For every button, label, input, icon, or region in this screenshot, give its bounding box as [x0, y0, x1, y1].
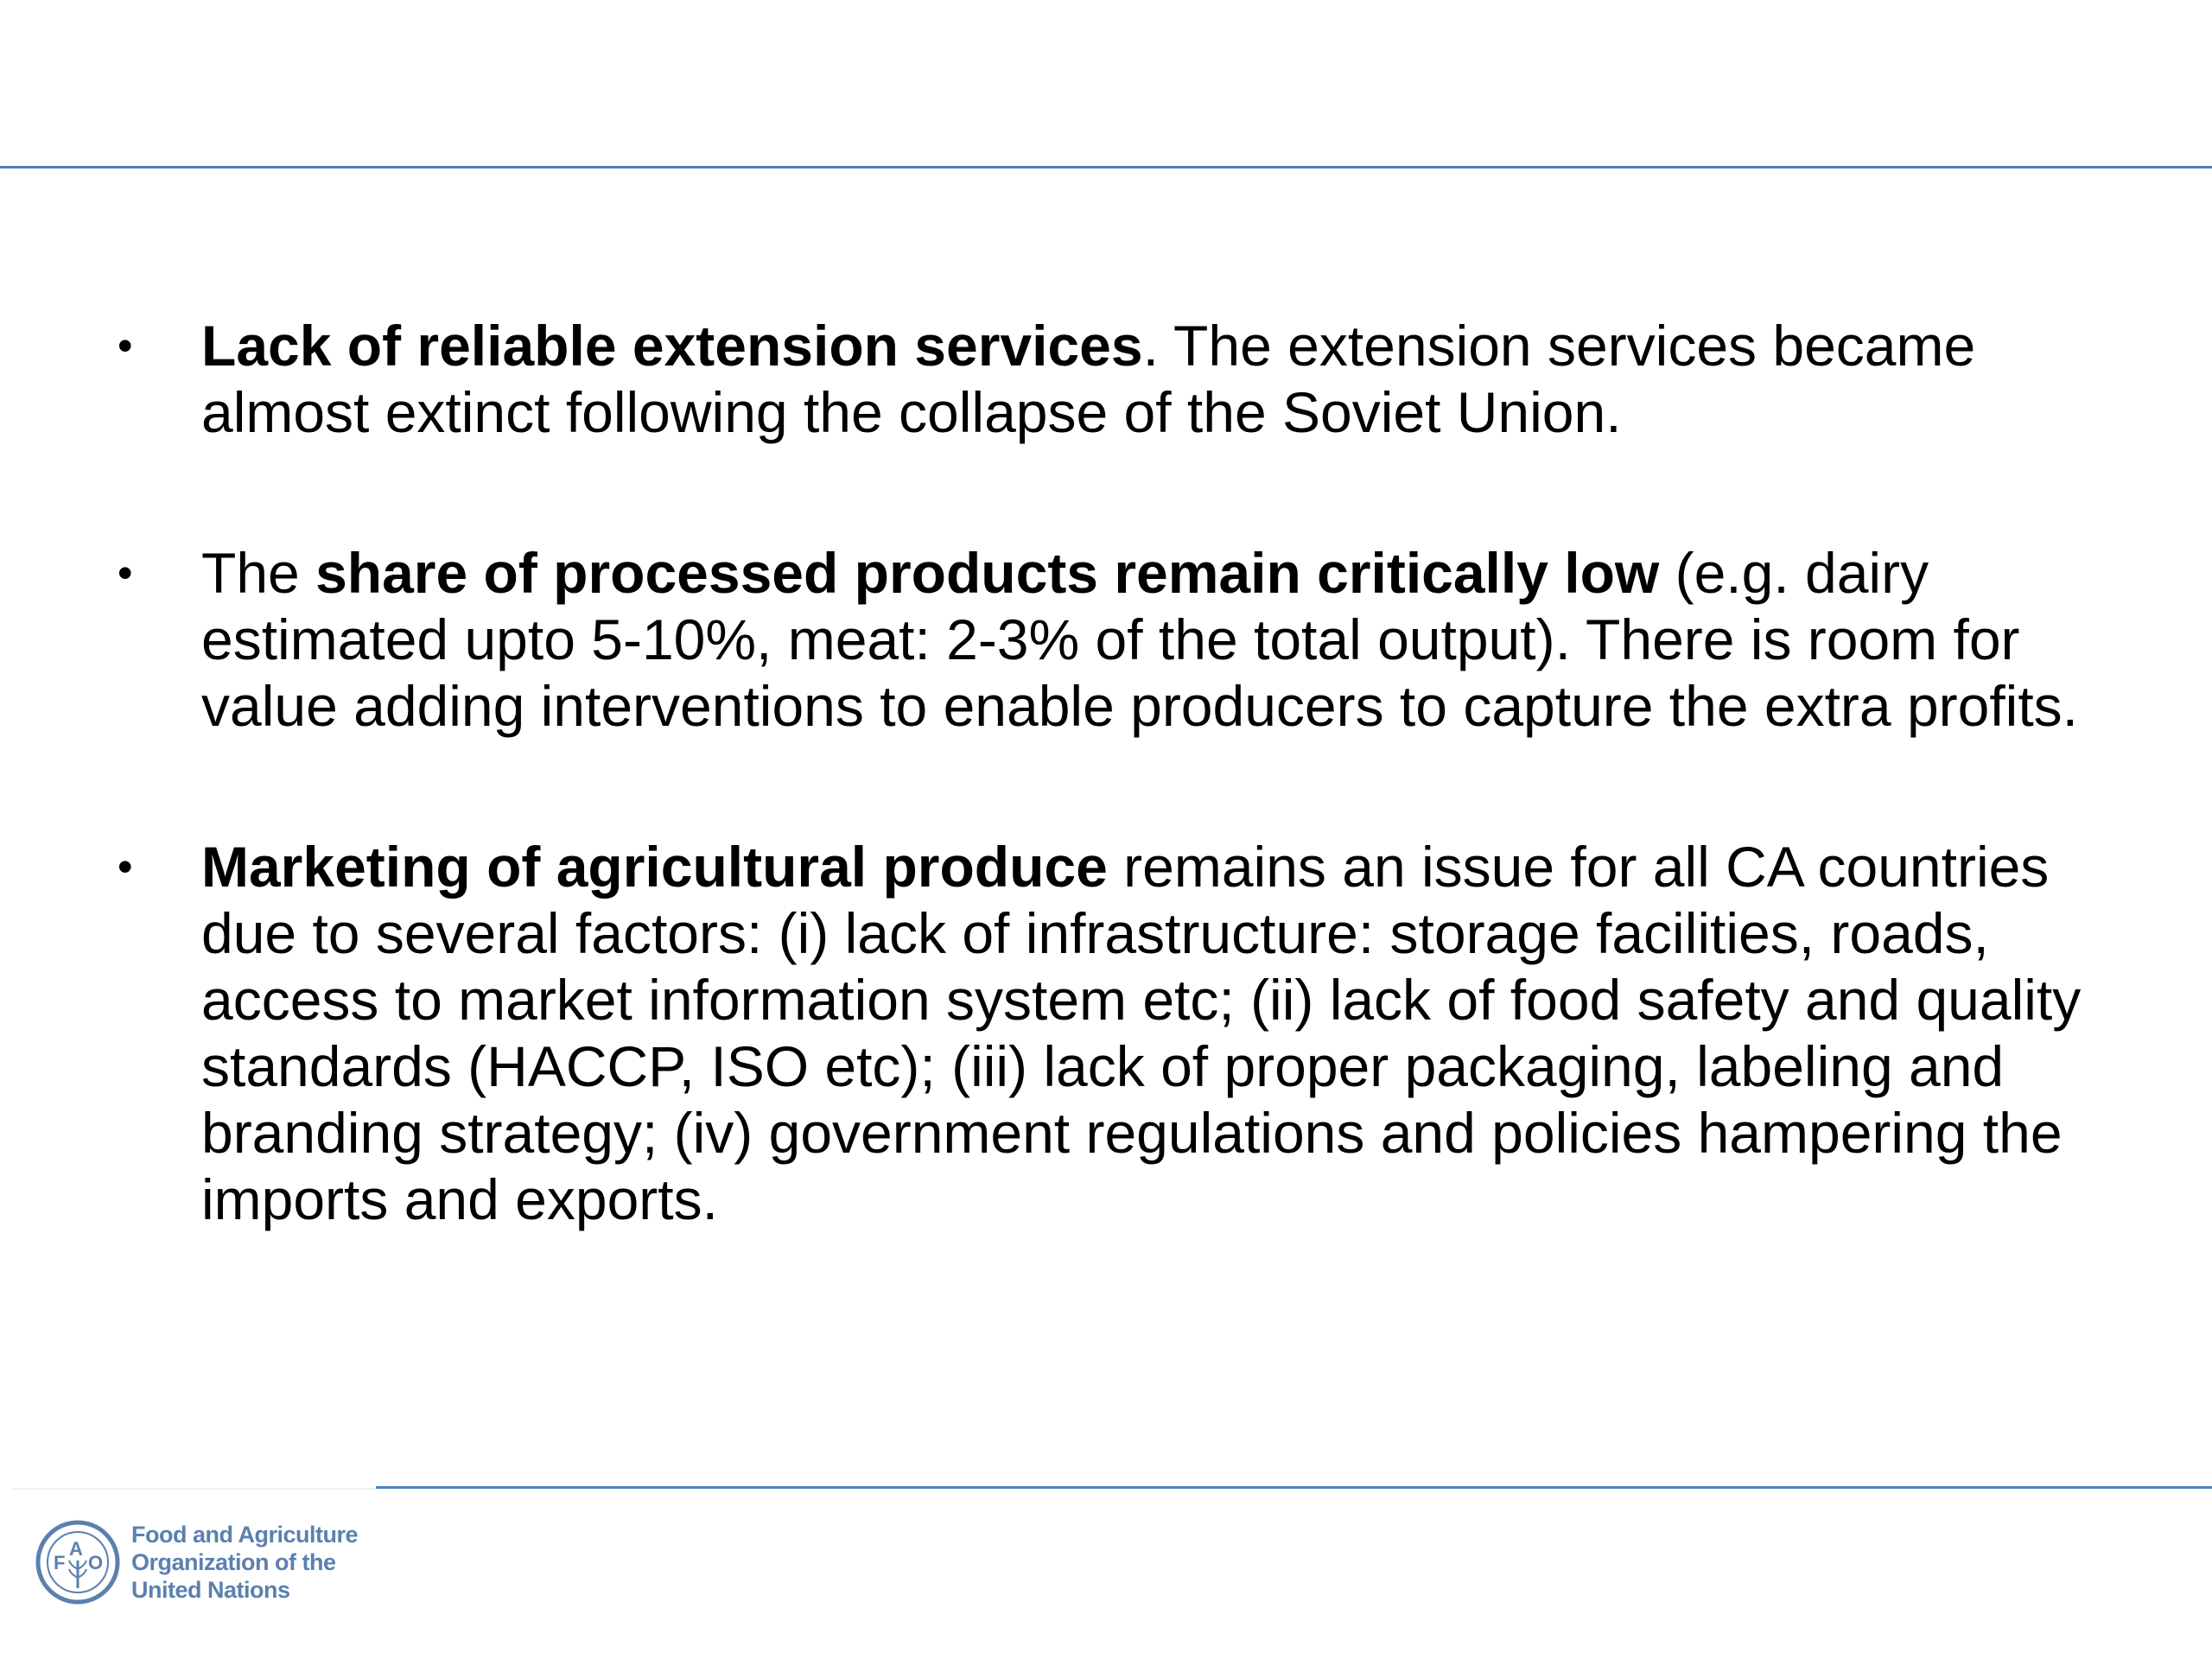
bullet-text-before: The: [201, 541, 316, 605]
svg-text:F: F: [54, 1552, 66, 1573]
footer-divider: [376, 1486, 2212, 1489]
bullet-bold-mid: share of processed products remain critically low: [315, 541, 1660, 605]
slide-body: [112, 313, 2126, 1327]
header-divider: [0, 166, 2212, 168]
bullet-bold-lead: Lack of reliable extension services: [201, 314, 1143, 378]
fao-org-name: [131, 1521, 358, 1604]
bullet-marker: •: [118, 549, 133, 597]
org-name-line-2: Organization of the: [131, 1549, 336, 1575]
bullet-bold-lead: Marketing of agricultural produce: [201, 835, 1108, 899]
bullet-marker: •: [118, 321, 133, 370]
fao-logo: [35, 1519, 358, 1605]
bullet-text: remains an issue for all CA countries due to several factors: (i) lack of infrastructure: storage facilities, roads, access to market information system etc; (ii) lack of food safety and quality standards (HACCP, ISO etc); (iii) lack of proper packaging, labeling and branding strategy; (iv) government regulations and policies hampering the imports and exports.: [201, 835, 2082, 1231]
org-name-line-1: Food and Agriculture: [131, 1522, 358, 1548]
fao-emblem-icon: [35, 1519, 121, 1605]
svg-text:A: A: [69, 1538, 83, 1560]
bullet-text: (e.g. dairy estimated upto 5-10%, meat: 2-3% of the total output). There is room for value adding interventions to enable producers to capture the extra profits.: [201, 541, 2079, 738]
footer-divider-light: [13, 1488, 376, 1490]
bullet-marketing: [112, 834, 2126, 1233]
bullet-processed-products: [112, 540, 2126, 740]
bullet-extension-services: [112, 313, 2126, 446]
org-name-line-3: United Nations: [131, 1577, 290, 1603]
bullet-text: . The extension services became almost extinct following the collapse of the Soviet Union.: [201, 314, 1976, 444]
bullet-marker: •: [118, 842, 133, 891]
svg-text:O: O: [88, 1552, 104, 1573]
